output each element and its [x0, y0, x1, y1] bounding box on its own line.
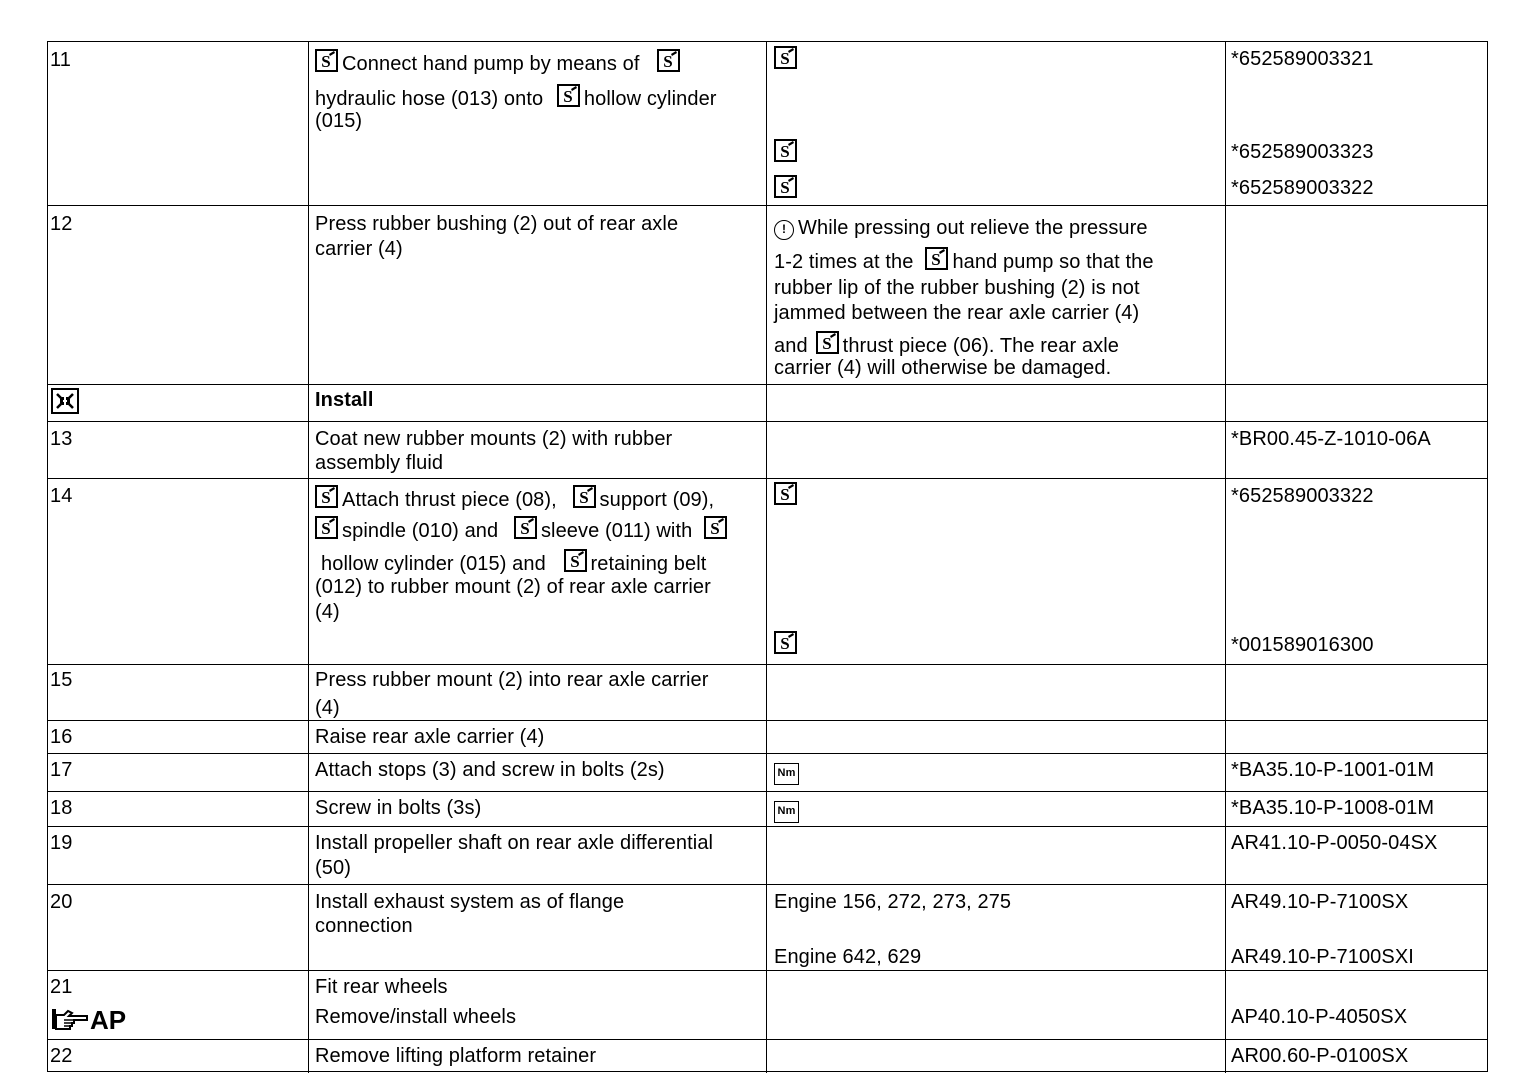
special-tool-icon [774, 175, 797, 198]
special-tool-icon [657, 49, 680, 72]
special-tool-icon [774, 631, 797, 654]
step-number: 13 [50, 428, 73, 450]
reference-link[interactable]: AR00.60-P-0100SX [1231, 1045, 1409, 1067]
pointing-hand-icon [50, 1007, 90, 1037]
reference-link[interactable]: AP40.10-P-4050SX [1231, 1006, 1408, 1028]
step-number: 11 [50, 49, 71, 71]
step-number: 22 [50, 1045, 73, 1067]
table-row: 14 Attach thrust piece (08), support (09), spindle (010) and sleeve (011) with hollow cylinder (015) and retaining belt (012) to rubber mount (2) of rear axle carrier (4) *652589003322 *001589016300 [48, 478, 1487, 664]
table-row: 19 Install propeller shaft on rear axle differential (50) AR41.10-P-0050-04SX [48, 826, 1487, 884]
torque-icon: Nm [774, 801, 799, 823]
special-tool-icon [573, 485, 596, 508]
table-row: 16 Raise rear axle carrier (4) [48, 720, 1487, 753]
reference-link[interactable]: *652589003321 [1231, 48, 1374, 70]
special-tool-icon [704, 516, 727, 539]
reference-link[interactable]: *BR00.45-Z-1010-06A [1231, 428, 1431, 450]
table-row: 18 Screw in bolts (3s) Nm *BA35.10-P-1008-01M [48, 791, 1487, 826]
table-row: 15 Press rubber mount (2) into rear axle carrier (4) [48, 664, 1487, 720]
step-number: 15 [50, 669, 73, 691]
special-tool-icon [315, 485, 338, 508]
step-number: 20 [50, 891, 73, 913]
special-tool-icon [514, 516, 537, 539]
special-tool-icon [774, 482, 797, 505]
special-tool-icon [816, 331, 839, 354]
table-row: 21 AP Fit rear wheels Remove/install wheels AP40.10-P-4050SX [48, 970, 1487, 1039]
note-icon: ! [774, 220, 794, 240]
table-row: 11 Connect hand pump by means of hydraulic hose (013) onto hollow cylinder (015) *652589003321 *652589003323 *652589003322 [48, 42, 1487, 205]
reference-link[interactable]: *BA35.10-P-1001-01M [1231, 759, 1435, 781]
table-row: 20 Install exhaust system as of flange connection Engine 156, 272, 273, 275 Engine 642, 629 AR49.10-P-7100SX AR49.10-P-7100SXI [48, 884, 1487, 970]
table-row: 13 Coat new rubber mounts (2) with rubber assembly fluid *BR00.45-Z-1010-06A [48, 421, 1487, 478]
table-row: 17 Attach stops (3) and screw in bolts (2s) Nm *BA35.10-P-1001-01M [48, 753, 1487, 791]
step-number: 17 [50, 759, 73, 781]
step-number: 21 [50, 976, 73, 998]
reference-link[interactable]: *BA35.10-P-1008-01M [1231, 797, 1435, 819]
special-tool-icon [774, 46, 797, 69]
install-icon [51, 388, 79, 414]
procedure-table [47, 41, 1488, 1072]
reference-link[interactable]: *652589003322 [1231, 485, 1374, 507]
special-tool-icon [315, 49, 338, 72]
special-tool-icon [557, 84, 580, 107]
table-row: 12 Press rubber bushing (2) out of rear axle carrier (4) ! While pressing out relieve the pressure 1-2 times at the hand pump so that the rubber lip of the rubber bushing (2) is not jammed between the rear axle carrier (4) and thrust piece (06). The rear axle carrier (4) will otherwise be damaged. [48, 205, 1487, 384]
table-row [48, 384, 1487, 421]
step-number: 14 [50, 485, 73, 507]
torque-icon: Nm [774, 763, 799, 785]
special-tool-icon [925, 247, 948, 270]
reference-link[interactable]: AR41.10-P-0050-04SX [1231, 832, 1438, 854]
step-number: 18 [50, 797, 73, 819]
special-tool-icon [315, 516, 338, 539]
reference-link[interactable]: *652589003323 [1231, 141, 1374, 163]
step-number: 16 [50, 726, 73, 748]
reference-link[interactable]: *652589003322 [1231, 177, 1374, 199]
special-tool-icon [564, 549, 587, 572]
special-tool-icon [774, 139, 797, 162]
reference-link[interactable]: AR49.10-P-7100SX [1231, 891, 1409, 913]
table-row: 22 Remove lifting platform retainer AR00.60-P-0100SX [48, 1039, 1487, 1073]
step-number: 19 [50, 832, 73, 854]
reference-link[interactable]: *001589016300 [1231, 634, 1374, 656]
section-heading: Install [315, 389, 374, 411]
reference-link[interactable]: AR49.10-P-7100SXI [1231, 946, 1414, 968]
ap-reference: AP [50, 1005, 126, 1037]
step-number: 12 [50, 213, 73, 235]
